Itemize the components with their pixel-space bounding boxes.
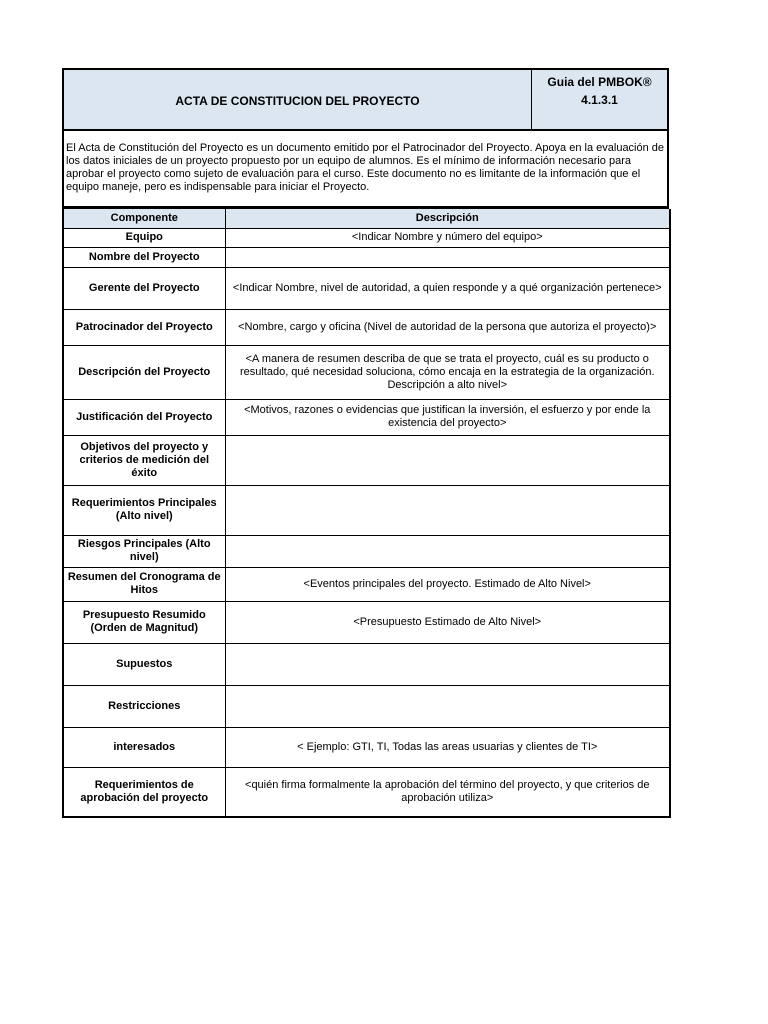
row-component: Equipo bbox=[63, 228, 225, 247]
row-description[interactable] bbox=[225, 247, 670, 267]
charter-table bbox=[62, 209, 671, 818]
table-row bbox=[63, 267, 670, 309]
table-row bbox=[63, 309, 670, 345]
table-row bbox=[63, 399, 670, 435]
table-header-row bbox=[63, 209, 670, 228]
row-description[interactable] bbox=[225, 685, 670, 727]
row-component: Requerimientos de aprobación del proyecto bbox=[63, 767, 225, 817]
row-description[interactable]: <Presupuesto Estimado de Alto Nivel> bbox=[225, 601, 670, 643]
row-description[interactable] bbox=[225, 485, 670, 535]
row-component: Justificación del Proyecto bbox=[63, 399, 225, 435]
row-description[interactable]: <A manera de resumen describa de que se trata el proyecto, cuál es su producto o resultado, qué necesidad soluciona, cómo encaja en la estrategia de la organización. Descripción a alto nivel> bbox=[225, 345, 670, 399]
row-description[interactable]: <Indicar Nombre y número del equipo> bbox=[225, 228, 670, 247]
table-row bbox=[63, 685, 670, 727]
row-description[interactable]: < Ejemplo: GTI, TI, Todas las areas usuarias y clientes de TI> bbox=[225, 727, 670, 767]
pmbok-guide-label: Guia del PMBOK® bbox=[547, 75, 652, 89]
column-header-description: Descripción bbox=[225, 209, 670, 228]
charter-header bbox=[64, 70, 667, 131]
table-row bbox=[63, 727, 670, 767]
row-component: Requerimientos Principales (Alto nivel) bbox=[63, 485, 225, 535]
charter-frame bbox=[62, 68, 669, 209]
row-component: Patrocinador del Proyecto bbox=[63, 309, 225, 345]
table-row bbox=[63, 601, 670, 643]
row-description[interactable]: <Nombre, cargo y oficina (Nivel de autoridad de la persona que autoriza el proyecto)> bbox=[225, 309, 670, 345]
row-description[interactable]: <Motivos, razones o evidencias que justifican la inversión, el esfuerzo y por ende la existencia del proyecto> bbox=[225, 399, 670, 435]
table-row bbox=[63, 535, 670, 567]
row-description[interactable]: <Eventos principales del proyecto. Estimado de Alto Nivel> bbox=[225, 567, 670, 601]
table-row bbox=[63, 435, 670, 485]
row-component: interesados bbox=[63, 727, 225, 767]
row-component: Supuestos bbox=[63, 643, 225, 685]
row-description[interactable]: <Indicar Nombre, nivel de autoridad, a quien responde y a qué organización pertenece> bbox=[225, 267, 670, 309]
row-component: Nombre del Proyecto bbox=[63, 247, 225, 267]
table-row bbox=[63, 643, 670, 685]
table-row bbox=[63, 228, 670, 247]
row-description[interactable] bbox=[225, 643, 670, 685]
row-component: Descripción del Proyecto bbox=[63, 345, 225, 399]
project-charter-sheet bbox=[62, 68, 669, 818]
table-row bbox=[63, 485, 670, 535]
table-row bbox=[63, 767, 670, 817]
row-component: Gerente del Proyecto bbox=[63, 267, 225, 309]
pmbok-reference bbox=[532, 70, 667, 129]
pmbok-section-number: 4.1.3.1 bbox=[581, 93, 618, 107]
table-row bbox=[63, 567, 670, 601]
row-component: Presupuesto Resumido (Orden de Magnitud) bbox=[63, 601, 225, 643]
intro-paragraph: El Acta de Constitución del Proyecto es un documento emitido por el Patrocinador del Proyecto. Apoya en la evaluación de los datos iniciales de un proyecto propuesto por un equipo de alumnos. Es el mínimo de información necesario para aprobar el proyecto como sujeto de evaluación para el curso. Este documento no es limitante de la información que el equipo maneje, pero es indispensable para iniciar el Proyecto. bbox=[64, 131, 667, 209]
row-component: Restricciones bbox=[63, 685, 225, 727]
column-header-component: Componente bbox=[63, 209, 225, 228]
table-row bbox=[63, 345, 670, 399]
table-row bbox=[63, 247, 670, 267]
document-title: ACTA DE CONSTITUCION DEL PROYECTO bbox=[64, 70, 532, 129]
row-component: Riesgos Principales (Alto nivel) bbox=[63, 535, 225, 567]
row-description[interactable]: <quién firma formalmente la aprobación del término del proyecto, y que criterios de aprobación utiliza> bbox=[225, 767, 670, 817]
row-component: Objetivos del proyecto y criterios de medición del éxito bbox=[63, 435, 225, 485]
row-description[interactable] bbox=[225, 435, 670, 485]
row-component: Resumen del Cronograma de Hitos bbox=[63, 567, 225, 601]
row-description[interactable] bbox=[225, 535, 670, 567]
